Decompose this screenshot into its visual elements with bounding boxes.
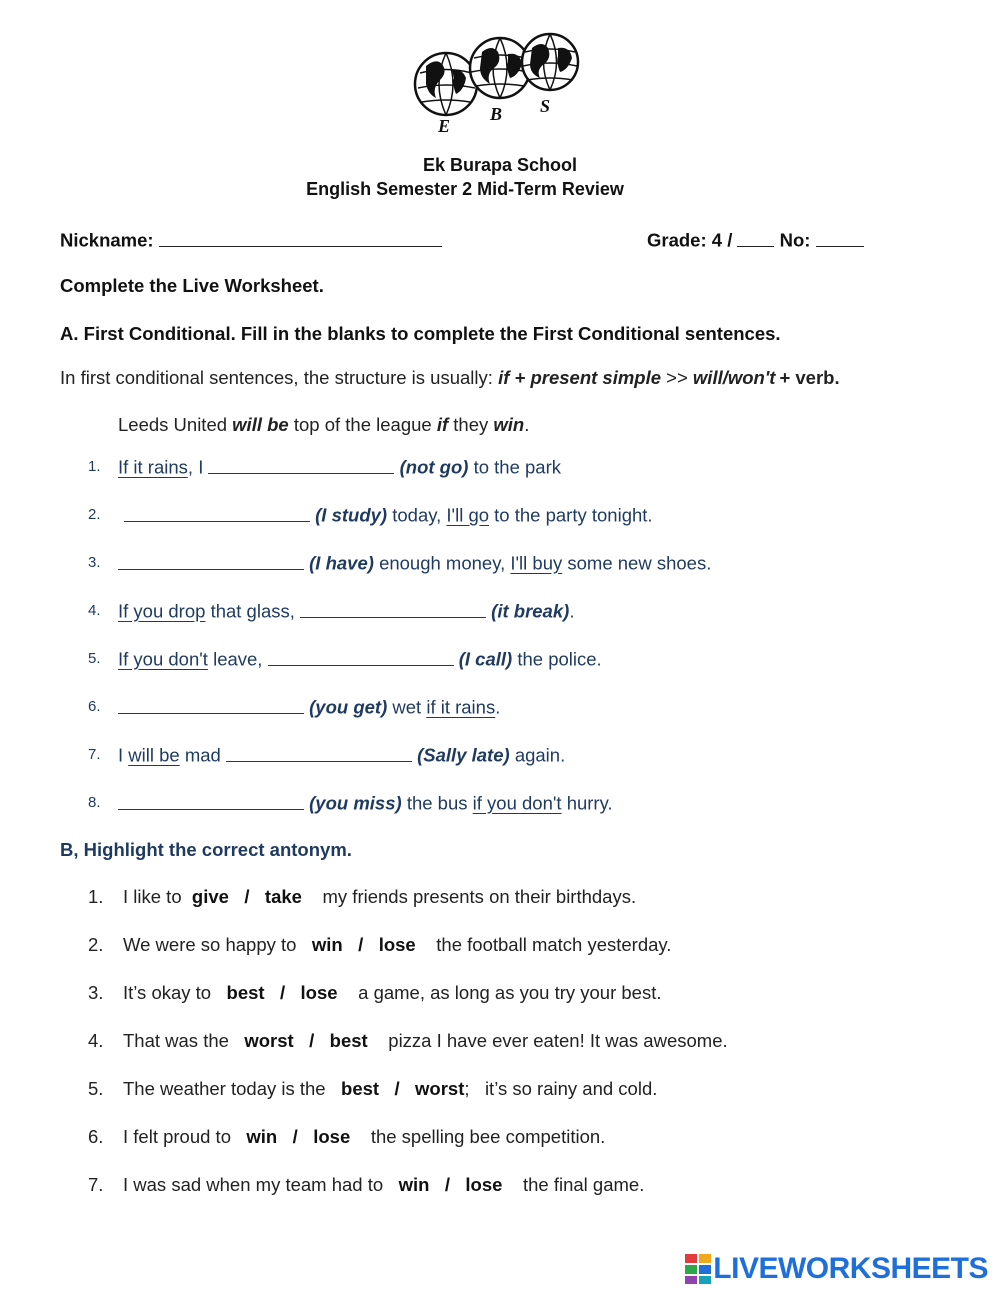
grade-row — [647, 227, 864, 252]
instruction: Complete the Live Worksheet. — [60, 275, 324, 296]
item-number: 6. — [88, 1126, 104, 1147]
answer-blank[interactable] — [268, 646, 454, 666]
item-text: some new shoes. — [567, 552, 712, 574]
item-text: I — [118, 744, 124, 766]
item-text: If it rains — [118, 456, 188, 478]
verb-hint: (I call) — [458, 648, 513, 670]
antonym-option[interactable]: win — [398, 1174, 430, 1195]
item-number: 4. — [88, 1030, 104, 1051]
brand-name: LIVEWORKSHEETS — [713, 1252, 988, 1285]
verb-hint: (Sally late) — [417, 744, 510, 766]
brand-blocks-icon — [685, 1254, 711, 1284]
structure-note — [60, 367, 840, 389]
logo-letter-b: B — [490, 104, 503, 124]
item-number: 5. — [88, 650, 101, 667]
item-text: The weather today is the — [123, 1078, 326, 1099]
nickname-row — [60, 227, 442, 252]
answer-blank[interactable] — [118, 694, 304, 714]
item-text: If you drop — [118, 600, 206, 622]
option-separator: / — [444, 1174, 450, 1195]
option-separator: / — [279, 982, 286, 1003]
list-item — [123, 934, 671, 956]
item-text: enough money, — [379, 552, 506, 574]
item-text: That was the — [123, 1030, 229, 1051]
antonym-option[interactable]: lose — [465, 1174, 503, 1195]
list-item — [118, 646, 602, 671]
item-number: 1. — [88, 886, 104, 907]
verb-hint: (you get) — [309, 696, 388, 718]
verb-hint: (you miss) — [309, 792, 402, 814]
answer-blank[interactable] — [300, 598, 486, 618]
antonym-option[interactable]: lose — [378, 934, 416, 955]
answer-blank[interactable] — [118, 790, 304, 810]
item-number: 5. — [88, 1078, 104, 1099]
list-item — [118, 694, 500, 719]
answer-blank[interactable] — [208, 454, 394, 474]
verb-hint: (I study) — [315, 504, 388, 526]
item-number: 1. — [88, 458, 101, 475]
example-bold: if — [436, 414, 449, 435]
antonym-option[interactable]: worst — [244, 1030, 294, 1051]
worksheet-title: English Semester 2 Mid-Term Review — [306, 179, 624, 199]
item-text: that glass, — [210, 600, 295, 622]
item-number: 7. — [88, 746, 101, 763]
example-sentence — [118, 414, 529, 436]
grade-field[interactable] — [737, 227, 774, 247]
item-text: I felt proud to — [123, 1126, 231, 1147]
option-separator: / — [358, 934, 364, 955]
item-text: if you don't — [472, 792, 562, 814]
item-text: leave, — [213, 648, 263, 670]
item-number: 4. — [88, 602, 101, 619]
structure-formula: if + present simple — [498, 367, 662, 388]
item-text: a game, as long as you try your best. — [358, 982, 662, 1003]
item-text: . — [569, 600, 575, 622]
answer-blank[interactable] — [118, 550, 304, 570]
example-text: Leeds United — [118, 414, 228, 435]
option-separator: / — [292, 1126, 298, 1147]
option-separator: / — [309, 1030, 315, 1051]
structure-prefix: In first conditional sentences, the structure is usually: — [60, 367, 493, 388]
item-text: again. — [514, 744, 566, 766]
list-item — [118, 598, 574, 623]
item-text: the bus — [406, 792, 468, 814]
item-number: 7. — [88, 1174, 104, 1195]
list-item — [123, 1030, 728, 1052]
option-separator: / — [394, 1078, 400, 1099]
item-text: the final game. — [523, 1174, 645, 1195]
school-logo — [412, 28, 588, 138]
list-item — [123, 886, 636, 908]
item-text: hurry. — [566, 792, 613, 814]
example-bold: will be — [232, 414, 289, 435]
liveworksheets-logo — [685, 1252, 988, 1286]
item-text: the spelling bee competition. — [370, 1126, 606, 1147]
item-text: I was sad when my team had to — [123, 1174, 384, 1195]
item-text: to the park — [473, 456, 562, 478]
answer-blank[interactable] — [124, 502, 310, 522]
item-number: 3. — [88, 554, 101, 571]
item-text: , I — [187, 456, 204, 478]
globe-icon — [470, 38, 530, 98]
list-item — [118, 742, 565, 767]
antonym-option[interactable]: take — [264, 886, 302, 907]
item-text: the police. — [517, 648, 602, 670]
example-bold: win — [493, 414, 525, 435]
item-number: 2. — [88, 506, 101, 523]
antonym-option[interactable]: best — [329, 1030, 368, 1051]
antonym-option[interactable]: give — [191, 886, 229, 907]
item-text: We were so happy to — [123, 934, 297, 955]
example-text: they — [453, 414, 489, 435]
logo-letter-e: E — [438, 116, 451, 136]
item-text: mad — [184, 744, 221, 766]
item-text: will be — [128, 744, 180, 766]
globe-icon — [415, 53, 477, 115]
list-item — [118, 790, 613, 815]
antonym-option[interactable]: best — [226, 982, 265, 1003]
item-number: 3. — [88, 982, 104, 1003]
antonym-option[interactable]: worst — [415, 1078, 465, 1099]
item-number: 8. — [88, 794, 101, 811]
antonym-option[interactable]: win — [246, 1126, 278, 1147]
nickname-label: Nickname: — [60, 229, 154, 251]
item-text: . — [495, 696, 501, 718]
antonym-option[interactable]: win — [311, 934, 343, 955]
item-text: my friends presents on their birthdays. — [322, 886, 637, 907]
structure-verb: + verb. — [779, 367, 840, 388]
item-text: It’s okay to — [123, 982, 212, 1003]
verb-hint: (not go) — [399, 456, 469, 478]
section-a-heading: A. First Conditional. Fill in the blanks to complete the First Conditional sentences. — [60, 323, 781, 344]
antonym-option[interactable]: best — [341, 1078, 380, 1099]
nickname-field[interactable] — [159, 227, 442, 247]
list-item — [123, 1126, 605, 1148]
item-text: ; it’s so rainy and cold. — [464, 1078, 658, 1099]
list-item — [118, 454, 561, 479]
structure-arrow: >> — [666, 367, 688, 388]
example-text: top of the league — [293, 414, 432, 435]
item-text: if it rains — [426, 696, 496, 718]
list-item — [123, 1078, 657, 1100]
number-label: No: — [779, 229, 811, 251]
antonym-option[interactable]: lose — [300, 982, 338, 1003]
list-item — [123, 982, 662, 1004]
item-text: I'll buy — [510, 552, 563, 574]
grade-label: Grade: 4 / — [647, 229, 733, 251]
globe-icon — [522, 34, 578, 90]
item-text: I'll go — [446, 504, 490, 526]
answer-blank[interactable] — [226, 742, 412, 762]
item-number: 6. — [88, 698, 101, 715]
list-item — [118, 550, 711, 575]
list-item — [118, 502, 653, 527]
number-field[interactable] — [816, 227, 864, 247]
item-text: If you don't — [118, 648, 208, 670]
option-separator: / — [244, 886, 250, 907]
verb-hint: (I have) — [309, 552, 374, 574]
school-name: Ek Burapa School — [422, 155, 578, 175]
section-b-heading: B, Highlight the correct antonym. — [60, 839, 352, 860]
item-text: to the party tonight. — [494, 504, 653, 526]
verb-hint: (it break) — [491, 600, 570, 622]
logo-letter-s: S — [540, 96, 551, 116]
item-number: 2. — [88, 934, 104, 955]
structure-will: will/won't — [692, 367, 776, 388]
item-text: pizza I have ever eaten! It was awesome. — [388, 1030, 728, 1051]
item-text: the football match yesterday. — [436, 934, 672, 955]
item-text: I like to — [123, 886, 182, 907]
item-text: wet — [392, 696, 422, 718]
list-item — [123, 1174, 644, 1196]
antonym-option[interactable]: lose — [313, 1126, 351, 1147]
example-text: . — [524, 414, 530, 435]
item-text: today, — [392, 504, 442, 526]
